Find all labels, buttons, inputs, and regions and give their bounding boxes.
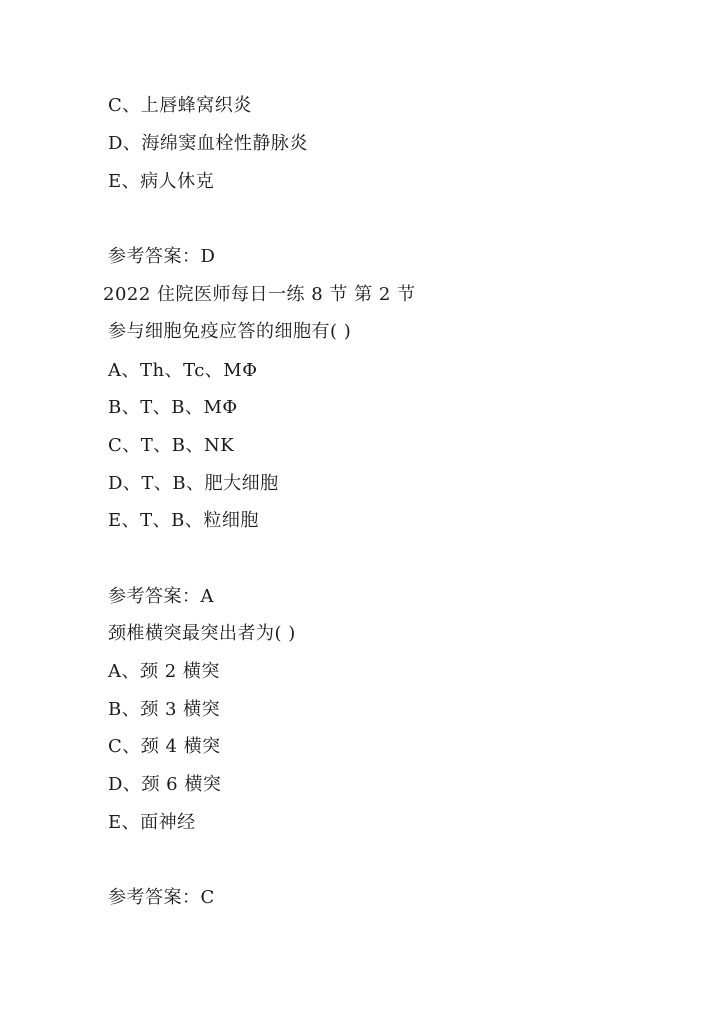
option-c: C、T、B、NK xyxy=(108,435,235,456)
question-stem: 参与细胞免疫应答的细胞有( ) xyxy=(108,321,352,342)
option-a: A、Th、Tc、MΦ xyxy=(108,360,258,381)
question-stem: 颈椎横突最突出者为( ) xyxy=(108,623,296,644)
option-c: C、上唇蜂窝织炎 xyxy=(108,95,252,116)
option-e: E、面神经 xyxy=(108,812,196,833)
option-a: A、颈 2 横突 xyxy=(108,661,220,682)
option-d: D、颈 6 横突 xyxy=(108,774,222,795)
option-b: B、颈 3 横突 xyxy=(108,699,221,720)
answer-line: 参考答案：A xyxy=(108,586,214,607)
option-e: E、T、B、粒细胞 xyxy=(108,510,259,531)
answer-line: 参考答案：D xyxy=(108,246,216,267)
option-e: E、病人休克 xyxy=(108,171,215,192)
answer-line: 参考答案：C xyxy=(108,887,215,908)
option-d: D、海绵窦血栓性静脉炎 xyxy=(108,133,308,154)
option-d: D、T、B、肥大细胞 xyxy=(108,473,279,494)
option-b: B、T、B、MΦ xyxy=(108,397,238,418)
option-c: C、颈 4 横突 xyxy=(108,736,221,757)
section-header: 2022 住院医师每日一练 8 节 第 2 节 xyxy=(103,284,416,305)
